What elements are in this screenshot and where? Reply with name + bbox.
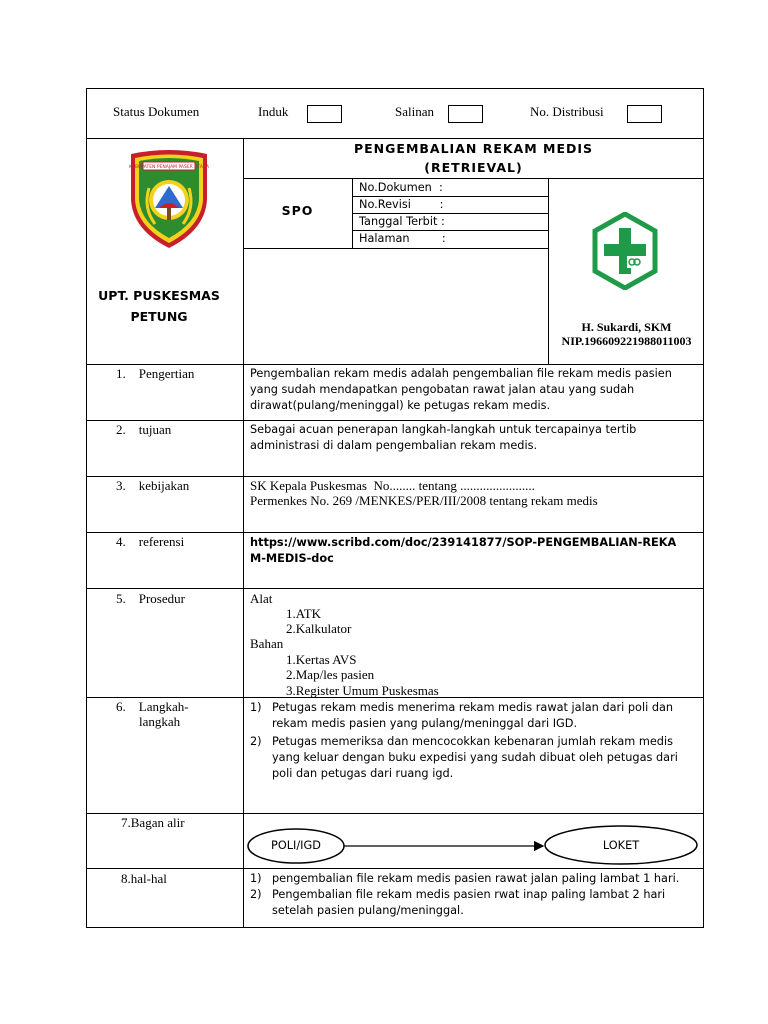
distribusi-checkbox[interactable] bbox=[627, 105, 662, 123]
bagan-label: 7.Bagan alir bbox=[121, 815, 185, 830]
prosedur-label: 5. Prosedur bbox=[116, 591, 185, 606]
status-dokumen-label: Status Dokumen bbox=[113, 104, 200, 119]
item-number: 2) bbox=[250, 888, 262, 901]
prosedur-alat-item: 2.Kalkulator bbox=[286, 621, 352, 636]
doc-field-norevisi: No.Revisi : bbox=[359, 198, 444, 211]
tujuan-text: Sebagai acuan penerapan langkah-langkah untuk tercapainya tertib administrasi di dalam pengembalian rekam medis. bbox=[250, 423, 637, 452]
org-name-line1: UPT. PUSKESMAS bbox=[98, 288, 220, 303]
item-text: Pengembalian file rekam medis pasien rwat inap paling lambat 2 hari setelah pasien pulang/meninggal. bbox=[272, 888, 666, 917]
step-number: 2) bbox=[250, 735, 262, 748]
doc-field-tanggal: Tanggal Terbit : bbox=[359, 215, 445, 228]
halhal-label: 8.hal-hal bbox=[121, 871, 167, 886]
item-number: 1) bbox=[250, 872, 262, 885]
list-item bbox=[244, 700, 694, 732]
flow-node-poli-label: POLI/IGD bbox=[271, 839, 321, 852]
flow-node-loket-label: LOKET bbox=[602, 839, 640, 852]
prosedur-bahan-label: Bahan bbox=[250, 636, 284, 651]
induk-checkbox[interactable] bbox=[307, 105, 342, 123]
salinan-label: Salinan bbox=[395, 104, 434, 119]
langkah-label-cont: langkah bbox=[139, 714, 181, 729]
kebijakan-line1: SK Kepala Puskesmas No........ tentang ....................... bbox=[250, 478, 535, 493]
org-name-line2: PETUNG bbox=[130, 309, 188, 324]
prosedur-alat-label: Alat bbox=[250, 591, 273, 606]
puskesmas-logo bbox=[592, 212, 658, 290]
referensi-label: 4. referensi bbox=[116, 534, 185, 549]
prosedur-bahan-item: 3.Register Umum Puskesmas bbox=[286, 683, 439, 698]
kebijakan-label: 3. kebijakan bbox=[116, 478, 190, 493]
induk-label: Induk bbox=[258, 104, 289, 119]
step-text: Petugas memeriksa dan mencocokkan kebenaran jumlah rekam medis yang keluar dengan buku expedisi yang sudah dibuat oleh petugas dari poli dan petugas dari ruang igd. bbox=[272, 735, 678, 780]
list-item bbox=[244, 734, 694, 782]
referensi-link[interactable]: https://www.scribd.com/doc/239141877/SOP-PENGEMBALIAN-REKAM-MEDIS-doc bbox=[250, 536, 677, 565]
doc-field-nodokumen: No.Dokumen : bbox=[359, 181, 443, 194]
halhal-list bbox=[244, 871, 694, 919]
list-item bbox=[244, 887, 694, 919]
step-text: Petugas rekam medis menerima rekam medis rawat jalan dari poli dan rekam medis pasien yang pulang/meninggal dari IGD. bbox=[272, 701, 674, 730]
item-text: pengembalian file rekam medis pasien rawat jalan paling lambat 1 hari. bbox=[272, 872, 680, 885]
signatory-name: H. Sukardi, SKM bbox=[581, 320, 672, 334]
prosedur-bahan-item: 2.Map/les pasien bbox=[286, 667, 375, 682]
pengertian-label: 1. Pengertian bbox=[116, 366, 195, 381]
list-item bbox=[244, 871, 694, 887]
langkah-label: 6. Langkah- bbox=[116, 699, 189, 714]
doc-title-line2: (RETRIEVAL) bbox=[424, 160, 523, 175]
spo-label: SPO bbox=[281, 203, 314, 218]
pengertian-text: Pengembalian rekam medis adalah pengembalian file rekam medis pasien yang sudah mendapatkan pengobatan rawat jalan atau yang sudah dirawat(pulang/meninggal) ke petugas rekam medis. bbox=[250, 367, 672, 412]
kebijakan-line2: Permenkes No. 269 /MENKES/PER/III/2008 tentang rekam medis bbox=[250, 493, 598, 508]
step-number: 1) bbox=[250, 701, 262, 714]
signatory-nip: NIP.196609221988011003 bbox=[561, 334, 692, 348]
salinan-checkbox[interactable] bbox=[448, 105, 483, 123]
prosedur-alat-item: 1.ATK bbox=[286, 606, 322, 621]
langkah-steps bbox=[244, 700, 694, 782]
doc-title-line1: PENGEMBALIAN REKAM MEDIS bbox=[353, 141, 594, 156]
distribusi-label: No. Distribusi bbox=[530, 104, 604, 119]
regency-emblem-logo bbox=[125, 148, 213, 250]
tujuan-label: 2. tujuan bbox=[116, 422, 172, 437]
prosedur-bahan-item: 1.Kertas AVS bbox=[286, 652, 357, 667]
emblem-banner-text: KABUPATEN PENAJAM PASER UTARA bbox=[128, 165, 210, 170]
doc-field-halaman: Halaman : bbox=[359, 232, 446, 245]
